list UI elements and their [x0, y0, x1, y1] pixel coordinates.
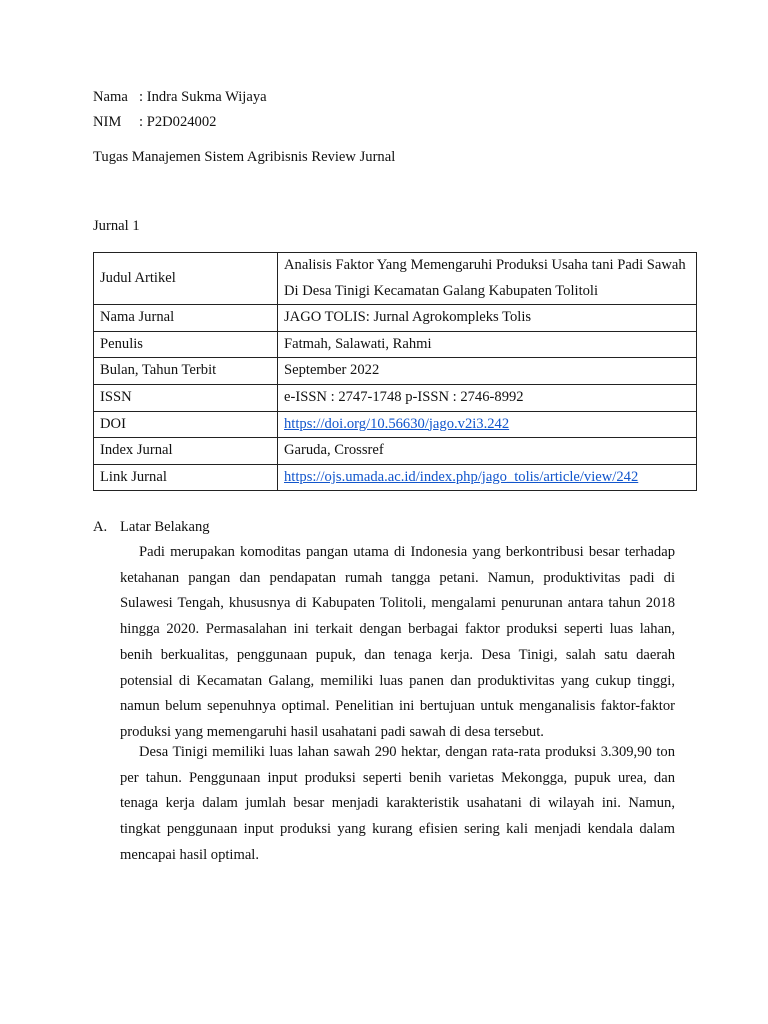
- section-title: Latar Belakang: [120, 519, 210, 535]
- table-row: [94, 384, 697, 411]
- row-label: DOI: [94, 411, 278, 438]
- table-row: [94, 253, 697, 305]
- paragraph-1: Padi merupakan komoditas pangan utama di Indonesia yang berkontribusi besar terhadap ketahanan pangan dan pendapatan rumah tangga petani. Namun, produktivitas padi di Sulawesi Tengah, khususnya di Kabupaten Tolitoli, mengalami penurunan antara tahun 2018 hingga 2020. Permasalahan ini terkait dengan berbagai faktor produksi seperti luas lahan, benih berkualitas, penggunaan pupuk, dan tenaga kerja. Desa Tinigi, salah satu daerah potensial di Kecamatan Galang, memiliki luas panen dan produktivitas yang cukup tinggi, namun belum sepenuhnya optimal. Penelitian ini bertujuan untuk menganalisis faktor-faktor produksi yang memengaruhi hasil usahatani padi sawah di desa tersebut.: [120, 544, 675, 740]
- journal-info-table: [93, 252, 697, 491]
- row-label: Index Jurnal: [94, 438, 278, 465]
- row-value: [278, 411, 697, 438]
- row-value: e-ISSN : 2747-1748 p-ISSN : 2746-8992: [278, 384, 697, 411]
- table-row: [94, 331, 697, 358]
- table-row: [94, 305, 697, 332]
- assignment-title: Tugas Manajemen Sistem Agribisnis Review Jurnal: [93, 149, 396, 165]
- row-label: Nama Jurnal: [94, 305, 278, 332]
- table-row: [94, 411, 697, 438]
- journal-heading: Jurnal 1: [93, 218, 140, 234]
- student-nim-line: [93, 113, 216, 131]
- row-label: Penulis: [94, 331, 278, 358]
- table-row: [94, 438, 697, 465]
- paragraph-2: Desa Tinigi memiliki luas lahan sawah 290 hektar, dengan rata-rata produksi 3.309,90 ton per tahun. Penggunaan input produksi seperti benih varietas Mekongga, pupuk urea, dan tenaga kerja dalam jumlah besar menjadi karakteristik usahatani di wilayah ini. Namun, tingkat penggunaan input produksi yang kurang efisien sering kali menjadi kendala dalam mencapai hasil optimal.: [120, 744, 675, 863]
- row-value: Garuda, Crossref: [278, 438, 697, 465]
- doi-link[interactable]: https://doi.org/10.56630/jago.v2i3.242: [284, 415, 510, 432]
- nim-label: NIM: [93, 114, 122, 130]
- nim-value: : P2D024002: [139, 114, 217, 130]
- row-value: [278, 464, 697, 491]
- row-label: ISSN: [94, 384, 278, 411]
- row-value: JAGO TOLIS: Jurnal Agrokompleks Tolis: [278, 305, 697, 332]
- section-heading: [93, 518, 210, 536]
- row-value: Fatmah, Salawati, Rahmi: [278, 331, 697, 358]
- section-letter: A.: [93, 519, 108, 535]
- student-name-line: [93, 88, 267, 106]
- row-value: Analisis Faktor Yang Memengaruhi Produksi Usaha tani Padi Sawah Di Desa Tinigi Kecamatan Galang Kabupaten Tolitoli: [278, 253, 697, 305]
- journal-link[interactable]: https://ojs.umada.ac.id/index.php/jago_tolis/article/view/242: [284, 468, 639, 485]
- table-row: [94, 358, 697, 385]
- row-label: Judul Artikel: [94, 253, 278, 305]
- name-value: : Indra Sukma Wijaya: [139, 89, 267, 105]
- row-value: September 2022: [278, 358, 697, 385]
- row-label: Bulan, Tahun Terbit: [94, 358, 278, 385]
- table-row: [94, 464, 697, 491]
- row-label: Link Jurnal: [94, 464, 278, 491]
- name-label: Nama: [93, 89, 128, 105]
